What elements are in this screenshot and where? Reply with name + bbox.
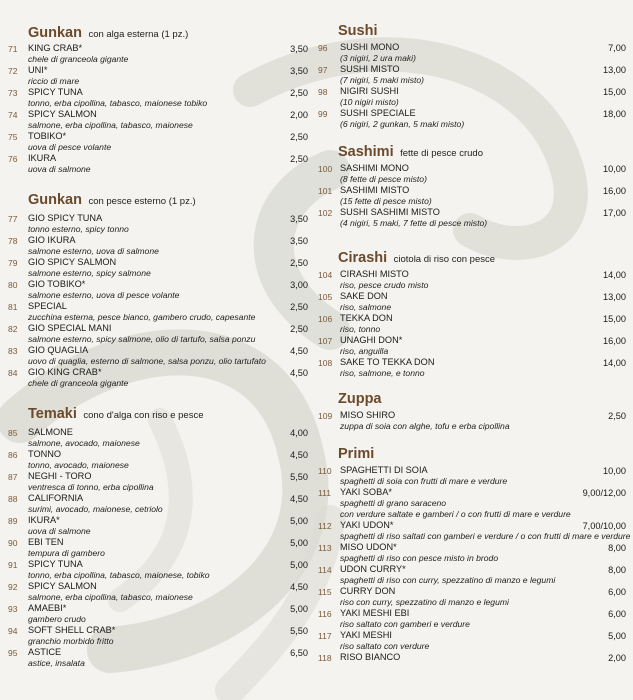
item-price: 7,00/10,00 [582, 521, 626, 531]
item-name: SPICY TUNA [28, 559, 83, 569]
item-name: YAKI SOBA* [340, 487, 392, 497]
item-price: 4,00 [290, 428, 308, 438]
item-price: 4,50 [290, 450, 308, 460]
item-number: 106 [318, 314, 333, 324]
section-header [28, 191, 196, 211]
item-price: 8,00 [608, 565, 626, 575]
item-number: 83 [8, 346, 18, 356]
item-name: SPAGHETTI DI SOIA [340, 465, 428, 475]
item-name: NIGIRI SUSHI [340, 86, 399, 96]
item-price: 5,50 [290, 626, 308, 636]
item-number: 92 [8, 582, 18, 592]
item-description-line2: con verdure saltate e gamberi / o con frutti di mare e verdure [340, 509, 571, 519]
menu-item [318, 586, 626, 608]
item-description: uova di salmone [28, 164, 91, 174]
item-description: ventresca di tonno, erba cipollina [28, 482, 154, 492]
item-price: 9,00/12,00 [582, 488, 626, 498]
menu-item [8, 537, 308, 559]
item-number: 99 [318, 109, 328, 119]
menu-item [8, 625, 308, 647]
item-number: 94 [8, 626, 18, 636]
section-header [338, 22, 377, 42]
item-name: SAKE TO TEKKA DON [340, 357, 435, 367]
item-price: 17,00 [603, 208, 626, 218]
item-description: riso, salmone [340, 302, 392, 312]
item-price: 15,00 [603, 87, 626, 97]
item-name: SUSHI SASHIMI MISTO [340, 207, 440, 217]
item-number: 91 [8, 560, 18, 570]
item-price: 5,50 [290, 472, 308, 482]
menu-item [318, 108, 626, 130]
item-description: spaghetti di riso con pesce misto in brodo [340, 553, 499, 563]
menu-item [8, 559, 308, 581]
item-description: riso, anguilla [340, 346, 389, 356]
item-description: chele di granceola gigante [28, 54, 129, 64]
item-description: uova di pesce volante [28, 142, 112, 152]
item-price: 3,00 [290, 280, 308, 290]
menu-item [8, 213, 308, 235]
menu-item [318, 163, 626, 185]
menu-item [318, 564, 626, 586]
menu-item [8, 603, 308, 625]
section-title: Primi [338, 446, 375, 462]
item-price: 6,00 [608, 609, 626, 619]
item-number: 98 [318, 87, 328, 97]
item-description: (4 nigiri, 5 maki, 7 fette di pesce misto) [340, 218, 488, 228]
section-title: Gunkan [28, 192, 82, 208]
item-price: 2,50 [290, 258, 308, 268]
section-subtitle: con pesce esterno (1 pz.) [88, 196, 196, 207]
section-subtitle: fette di pesce crudo [400, 148, 483, 159]
item-description: riso, salmone, e tonno [340, 368, 425, 378]
section-header [338, 390, 382, 410]
menu-item [8, 427, 308, 449]
item-number: 108 [318, 358, 333, 368]
item-name: SOFT SHELL CRAB* [28, 625, 116, 635]
item-description: uovo di quaglia, esterno di salmone, salsa ponzu, olio tartufato [28, 356, 266, 366]
item-number: 73 [8, 88, 18, 98]
item-description: granchio morbido fritto [28, 636, 114, 646]
item-name: IKURA* [28, 515, 60, 525]
item-description: (6 nigiri, 2 gunkan, 5 maki misto) [340, 119, 465, 129]
section-header [338, 249, 495, 269]
item-price: 3,50 [290, 236, 308, 246]
item-number: 79 [8, 258, 18, 268]
menu-items [318, 465, 631, 667]
item-name: GIO SPICY SALMON [28, 257, 117, 267]
section-header [28, 24, 188, 44]
item-name: SPICY TUNA [28, 87, 83, 97]
item-number: 90 [8, 538, 18, 548]
item-name: NEGHI - TORO [28, 471, 92, 481]
item-number: 105 [318, 292, 333, 302]
item-price: 4,50 [290, 368, 308, 378]
item-number: 109 [318, 411, 333, 421]
item-price: 2,50 [290, 324, 308, 334]
menu-item [8, 449, 308, 471]
item-description: zucchina esterna, pesce bianco, gambero crudo, capesante [28, 312, 256, 322]
item-name: SUSHI SPECIALE [340, 108, 416, 118]
section-title: Temaki [28, 406, 77, 422]
menu-item [8, 43, 308, 65]
item-number: 71 [8, 44, 18, 54]
item-description: surimi, avocado, maionese, cetriolo [28, 504, 163, 514]
item-number: 72 [8, 66, 18, 76]
item-number: 87 [8, 472, 18, 482]
item-description: (15 fette di pesce misto) [340, 196, 432, 206]
menu-item [318, 487, 626, 520]
item-name: CURRY DON [340, 586, 396, 596]
item-number: 116 [318, 609, 332, 619]
section-title: Cirashi [338, 250, 388, 266]
item-name: CIRASHI MISTO [340, 269, 409, 279]
item-name: KING CRAB* [28, 43, 83, 53]
item-number: 100 [318, 164, 333, 174]
item-price: 2,50 [290, 154, 308, 164]
item-description: salmone, avocado, maionese [28, 438, 140, 448]
item-name: CALIFORNIA [28, 493, 84, 503]
section-subtitle: cono d'alga con riso e pesce [83, 410, 204, 421]
item-name: SUSHI MONO [340, 42, 400, 52]
section-header [28, 405, 203, 425]
item-number: 97 [318, 65, 328, 75]
menu-item [8, 153, 308, 175]
item-price: 4,50 [290, 494, 308, 504]
section-title: Sashimi [338, 144, 394, 160]
menu-items [318, 163, 626, 229]
item-name: UNI* [28, 65, 48, 75]
item-number: 86 [8, 450, 18, 460]
item-number: 113 [318, 543, 332, 553]
item-name: GIO KING CRAB* [28, 367, 102, 377]
item-price: 15,00 [603, 314, 626, 324]
item-number: 80 [8, 280, 18, 290]
item-description: riccio di mare [28, 76, 80, 86]
menu-item [8, 581, 308, 603]
item-number: 115 [318, 587, 332, 597]
menu-items [8, 213, 308, 389]
item-name: UDON CURRY* [340, 564, 406, 574]
item-description: astice, insalata [28, 658, 85, 668]
section-title: Zuppa [338, 391, 382, 407]
item-name: SALMONE [28, 427, 73, 437]
item-number: 84 [8, 368, 18, 378]
menu-item [8, 647, 308, 669]
item-price: 6,00 [608, 587, 626, 597]
item-description: salmone esterno, uova di pesce volante [28, 290, 180, 300]
item-name: EBI TEN [28, 537, 64, 547]
menu-item [8, 235, 308, 257]
item-price: 2,50 [290, 88, 308, 98]
item-name: SPECIAL [28, 301, 67, 311]
item-number: 117 [318, 631, 332, 641]
menu-item [318, 335, 626, 357]
menu-item [8, 493, 308, 515]
item-number: 110 [318, 466, 332, 476]
menu-item [8, 367, 308, 389]
item-name: YAKI UDON* [340, 520, 394, 530]
section-subtitle: con alga esterna (1 pz.) [88, 29, 189, 40]
item-description: riso, pesce crudo misto [340, 280, 429, 290]
item-name: IKURA [28, 153, 57, 163]
item-name: MISO UDON* [340, 542, 397, 552]
item-price: 5,00 [290, 538, 308, 548]
item-number: 93 [8, 604, 18, 614]
menu-item [318, 357, 626, 379]
menu-items [318, 269, 626, 379]
item-number: 77 [8, 214, 18, 224]
section-title: Sushi [338, 23, 378, 39]
item-description: spaghetti di riso con curry, spezzatino di manzo e legumi [340, 575, 556, 585]
menu-items [8, 43, 308, 175]
item-number: 76 [8, 154, 18, 164]
item-number: 88 [8, 494, 18, 504]
item-number: 74 [8, 110, 18, 120]
item-name: SPICY SALMON [28, 581, 97, 591]
section-title: Gunkan [28, 25, 82, 41]
item-description: riso con curry, spezzatino di manzo e legumi [340, 597, 509, 607]
item-name: SASHIMI MISTO [340, 185, 410, 195]
menu-item [318, 542, 626, 564]
item-description: (10 nigiri misto) [340, 97, 399, 107]
item-price: 2,50 [290, 132, 308, 142]
item-description: riso, tonno [340, 324, 381, 334]
item-price: 13,00 [603, 65, 626, 75]
item-price: 8,00 [608, 543, 626, 553]
item-description: spaghetti di soia con frutti di mare e verdure [340, 476, 508, 486]
section-header [338, 143, 483, 163]
menu-item [318, 42, 626, 64]
item-price: 5,00 [290, 604, 308, 614]
menu-item [318, 652, 626, 667]
item-number: 118 [318, 653, 332, 663]
item-name: GIO SPECIAL MANI [28, 323, 112, 333]
item-number: 102 [318, 208, 333, 218]
item-price: 4,50 [290, 582, 308, 592]
menu-item [318, 410, 626, 432]
item-name: TEKKA DON [340, 313, 393, 323]
item-number: 104 [318, 270, 333, 280]
item-price: 16,00 [603, 336, 626, 346]
menu-item [318, 313, 626, 335]
item-number: 85 [8, 428, 18, 438]
item-description: salmone esterno, uova di salmone [28, 246, 159, 256]
menu-item [318, 185, 626, 207]
item-name: SUSHI MISTO [340, 64, 400, 74]
item-description: salmone, erba cipollina, tabasco, maionese [28, 592, 193, 602]
menu-item [8, 131, 308, 153]
item-name: TONNO [28, 449, 62, 459]
item-description: chele di granceola gigante [28, 378, 129, 388]
item-description: spaghetti di riso saltati con gamberi e verdure / o con frutti di mare e verdure [340, 531, 631, 541]
menu-item [318, 630, 626, 652]
item-price: 16,00 [603, 186, 626, 196]
menu-item [8, 515, 308, 537]
item-name: MISO SHIRO [340, 410, 396, 420]
menu-item [8, 109, 308, 131]
item-description: salmone, erba cipollina, tabasco, maionese [28, 120, 193, 130]
menu-item [318, 64, 626, 86]
item-name: RISO BIANCO [340, 652, 401, 662]
item-number: 111 [318, 488, 331, 498]
item-name: YAKI MESHI EBI [340, 608, 410, 618]
item-price: 2,50 [290, 302, 308, 312]
menu-items [8, 427, 308, 669]
item-number: 107 [318, 336, 333, 346]
item-price: 2,00 [290, 110, 308, 120]
menu-item [318, 269, 626, 291]
menu-item [8, 471, 308, 493]
item-description: uova di salmone [28, 526, 91, 536]
item-price: 13,00 [603, 292, 626, 302]
item-name: TOBIKO* [28, 131, 67, 141]
item-price: 4,50 [290, 346, 308, 356]
item-name: GIO SPICY TUNA [28, 213, 103, 223]
item-number: 96 [318, 43, 328, 53]
menu-item [318, 86, 626, 108]
menu-items [318, 410, 626, 432]
item-description: (7 nigiri, 5 maki misto) [340, 75, 425, 85]
item-number: 78 [8, 236, 18, 246]
item-description: salmone esterno, spicy salmone, olio di tartufo, salsa ponzu [28, 334, 256, 344]
item-description: salmone esterno, spicy salmone [28, 268, 151, 278]
item-price: 6,50 [290, 648, 308, 658]
menu-item [8, 65, 308, 87]
item-name: GIO TOBIKO* [28, 279, 86, 289]
item-number: 114 [318, 565, 332, 575]
item-number: 89 [8, 516, 18, 526]
item-description: tonno, erba cipollina, tabasco, maionese tobiko [28, 98, 208, 108]
item-description: (8 fette di pesce misto) [340, 174, 427, 184]
item-price: 5,00 [290, 516, 308, 526]
item-name: GIO QUAGLIA [28, 345, 89, 355]
item-name: UNAGHI DON* [340, 335, 403, 345]
item-description: tonno, avocado, maionese [28, 460, 129, 470]
item-price: 3,50 [290, 214, 308, 224]
item-name: GIO IKURA [28, 235, 76, 245]
item-price: 14,00 [603, 270, 626, 280]
menu-item [318, 608, 626, 630]
menu-item [318, 520, 631, 542]
item-price: 2,00 [608, 653, 626, 663]
item-number: 95 [8, 648, 18, 658]
item-price: 10,00 [603, 466, 626, 476]
item-number: 81 [8, 302, 18, 312]
item-name: SASHIMI MONO [340, 163, 409, 173]
item-price: 5,00 [290, 560, 308, 570]
item-description: riso saltato con verdure [340, 641, 430, 651]
item-description: tonno, erba cipollina, tabasco, maionese, tobiko [28, 570, 210, 580]
item-name: ASTICE [28, 647, 62, 657]
item-description: zuppa di soia con alghe, tofu e erba cipollina [340, 421, 510, 431]
item-number: 101 [318, 186, 333, 196]
menu-item [8, 87, 308, 109]
item-price: 2,50 [608, 411, 626, 421]
menu-items [318, 42, 626, 130]
item-number: 82 [8, 324, 18, 334]
item-description: gambero crudo [28, 614, 86, 624]
menu-item [8, 279, 308, 301]
section-header [338, 445, 374, 465]
item-name: YAKI MESHI [340, 630, 392, 640]
menu-item [8, 345, 308, 367]
menu-item [8, 257, 308, 279]
item-price: 14,00 [603, 358, 626, 368]
menu-item [318, 291, 626, 313]
section-subtitle: ciotola di riso con pesce [393, 254, 496, 265]
menu-item [318, 207, 626, 229]
item-price: 7,00 [608, 43, 626, 53]
item-name: SPICY SALMON [28, 109, 97, 119]
item-description: riso saltato con gamberi e verdure [340, 619, 470, 629]
menu-item [8, 301, 308, 323]
menu-item [318, 465, 626, 487]
item-number: 112 [318, 521, 332, 531]
item-price: 10,00 [603, 164, 626, 174]
item-price: 18,00 [603, 109, 626, 119]
item-price: 3,50 [290, 66, 308, 76]
item-name: AMAEBI* [28, 603, 67, 613]
item-description: tempura di gambero [28, 548, 105, 558]
item-number: 75 [8, 132, 18, 142]
item-price: 5,00 [608, 631, 626, 641]
item-price: 3,50 [290, 44, 308, 54]
menu-item [8, 323, 308, 345]
item-description: (3 nigiri, 2 ura maki) [340, 53, 416, 63]
item-description: tonno esterno, spicy tonno [28, 224, 129, 234]
item-name: SAKE DON [340, 291, 388, 301]
item-description: spaghetti di grano saraceno [340, 498, 447, 508]
